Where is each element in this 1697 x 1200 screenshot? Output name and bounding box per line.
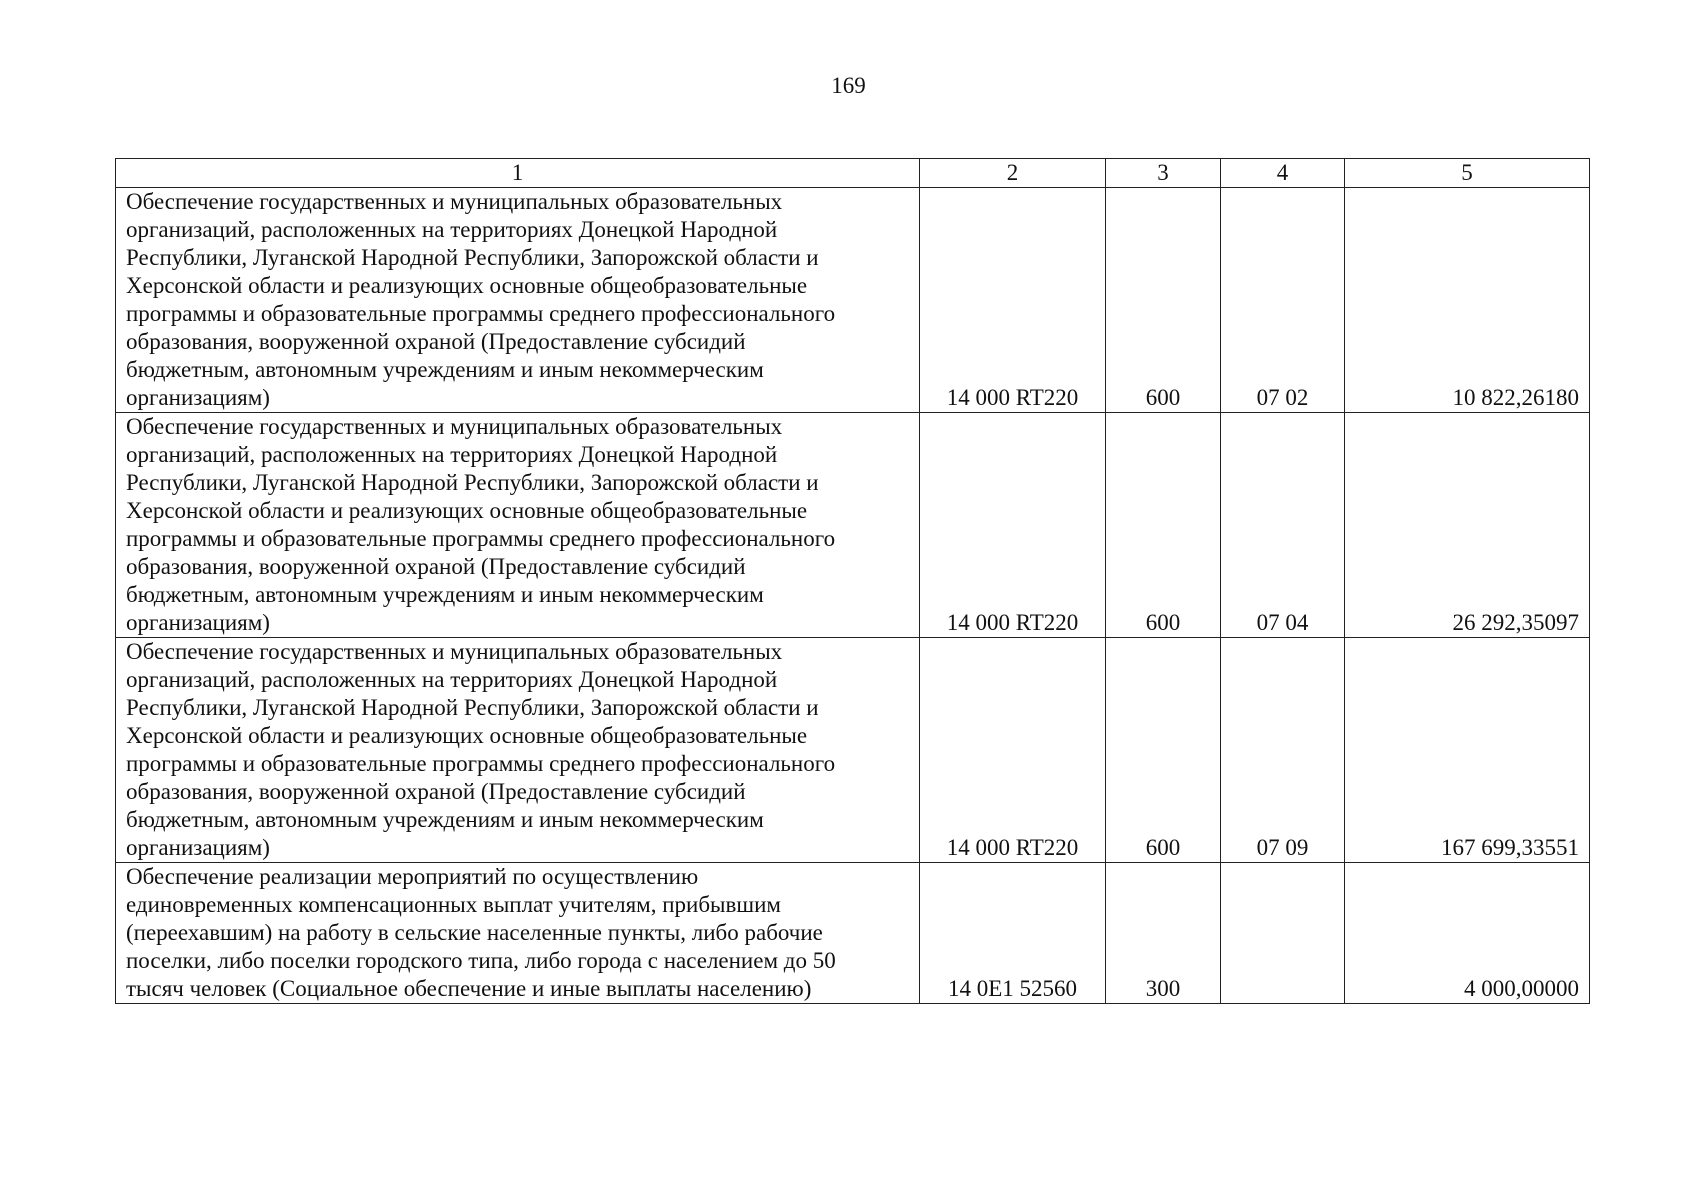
description-line: Обеспечение реализации мероприятий по осуществлению xyxy=(126,864,699,889)
row-target-code: 14 0Е1 52560 xyxy=(920,863,1106,1004)
description-line: Обеспечение государственных и муниципальных образовательных xyxy=(126,639,783,664)
description-line: организациям) xyxy=(126,835,270,860)
description-line: программы и образовательные программы среднего профессионального xyxy=(126,301,836,326)
row-section: 07 02 xyxy=(1221,188,1345,413)
description-line: организациям) xyxy=(126,610,270,635)
description-line: поселки, либо поселки городского типа, либо города с населением до 50 xyxy=(126,948,836,973)
description-line: Обеспечение государственных и муниципальных образовательных xyxy=(126,414,783,439)
row-section: 07 04 xyxy=(1221,413,1345,638)
description-line: образования, вооруженной охраной (Предоставление субсидий xyxy=(126,554,746,579)
row-section: 07 09 xyxy=(1221,638,1345,863)
description-line: организаций, расположенных на территориях Донецкой Народной xyxy=(126,667,778,692)
description-line: бюджетным, автономным учреждениям и иным некоммерческим xyxy=(126,582,764,607)
row-amount: 10 822,26180 xyxy=(1345,188,1590,413)
header-cell-2: 2 xyxy=(920,159,1106,188)
description-line: организаций, расположенных на территориях Донецкой Народной xyxy=(126,217,778,242)
header-row xyxy=(116,159,1590,188)
description-line: единовременных компенсационных выплат учителям, прибывшим xyxy=(126,892,781,917)
header-cell-1: 1 xyxy=(116,159,920,188)
description-line: Херсонской области и реализующих основные общеобразовательные xyxy=(126,498,808,523)
description-line: тысяч человек (Социальное обеспечение и иные выплаты населению) xyxy=(126,976,812,1001)
description-line: (переехавшим) на работу в сельские населенные пункты, либо рабочие xyxy=(126,920,823,945)
description-line: образования, вооруженной охраной (Предоставление субсидий xyxy=(126,779,746,804)
row-amount: 167 699,33551 xyxy=(1345,638,1590,863)
description-line: Херсонской области и реализующих основные общеобразовательные xyxy=(126,723,808,748)
row-amount: 4 000,00000 xyxy=(1345,863,1590,1004)
description-line: Обеспечение государственных и муниципальных образовательных xyxy=(126,189,783,214)
description-line: программы и образовательные программы среднего профессионального xyxy=(126,526,836,551)
row-amount: 26 292,35097 xyxy=(1345,413,1590,638)
description-line: организаций, расположенных на территориях Донецкой Народной xyxy=(126,442,778,467)
row-description xyxy=(116,188,920,413)
description-line: образования, вооруженной охраной (Предоставление субсидий xyxy=(126,329,746,354)
row-target-code: 14 000 RT220 xyxy=(920,413,1106,638)
table-row xyxy=(116,188,1590,413)
page-number: 169 xyxy=(831,73,866,98)
description-line: Херсонской области и реализующих основные общеобразовательные xyxy=(126,273,808,298)
description-line: программы и образовательные программы среднего профессионального xyxy=(126,751,836,776)
description-line: Республики, Луганской Народной Республики, Запорожской области и xyxy=(126,695,819,720)
row-description xyxy=(116,638,920,863)
header-cell-5: 5 xyxy=(1345,159,1590,188)
description-line: бюджетным, автономным учреждениям и иным некоммерческим xyxy=(126,807,764,832)
row-expense-type: 600 xyxy=(1106,413,1221,638)
row-description xyxy=(116,863,920,1004)
description-line: Республики, Луганской Народной Республики, Запорожской области и xyxy=(126,470,819,495)
header-cell-3: 3 xyxy=(1106,159,1221,188)
header-cell-4: 4 xyxy=(1221,159,1345,188)
table-row xyxy=(116,863,1590,1004)
row-target-code: 14 000 RT220 xyxy=(920,188,1106,413)
row-description xyxy=(116,413,920,638)
row-expense-type: 600 xyxy=(1106,188,1221,413)
description-line: организациям) xyxy=(126,385,270,410)
description-line: Республики, Луганской Народной Республики, Запорожской области и xyxy=(126,245,819,270)
row-section xyxy=(1221,863,1345,1004)
row-expense-type: 600 xyxy=(1106,638,1221,863)
budget-table xyxy=(115,158,1590,1004)
row-expense-type: 300 xyxy=(1106,863,1221,1004)
table-row xyxy=(116,638,1590,863)
description-line: бюджетным, автономным учреждениям и иным некоммерческим xyxy=(126,357,764,382)
row-target-code: 14 000 RT220 xyxy=(920,638,1106,863)
table-row xyxy=(116,413,1590,638)
